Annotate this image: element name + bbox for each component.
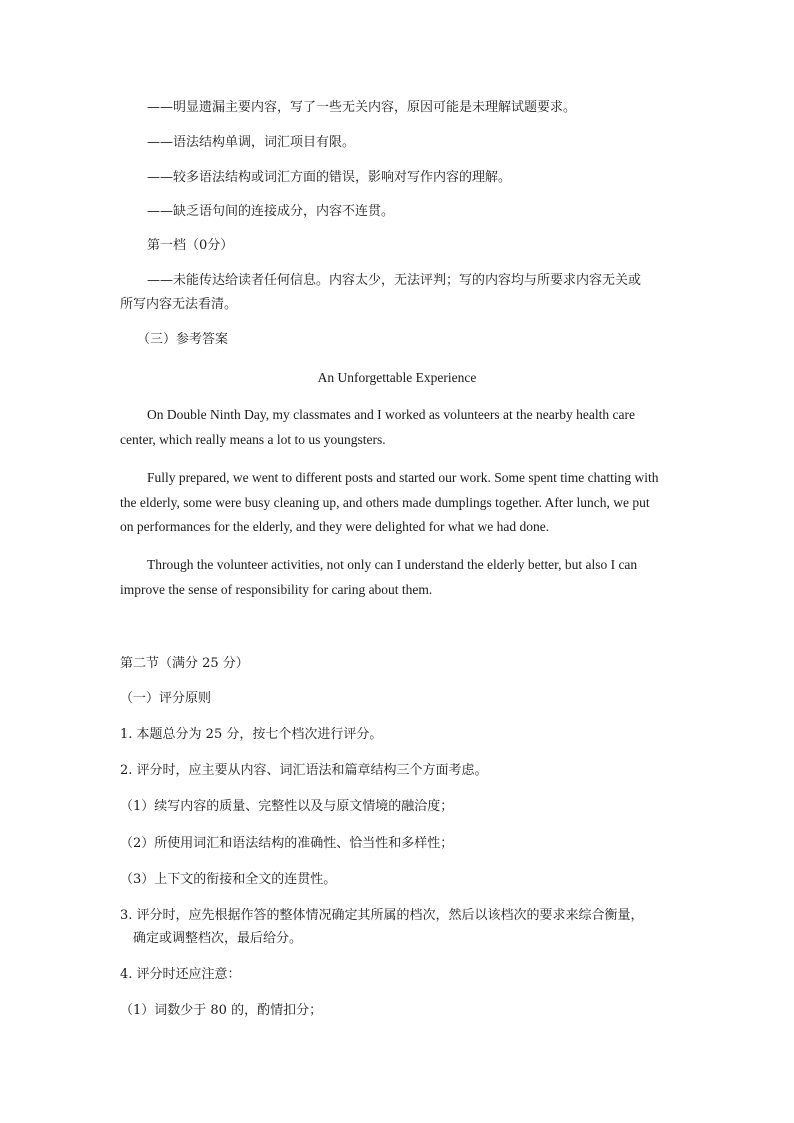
criteria-line-2: ——语法结构单调，词汇项目有限。	[147, 135, 356, 150]
essay-p3-line-2: improve the sense of responsibility for caring about them.	[120, 582, 433, 597]
section-2-heading: 第二节（满分 25 分）	[120, 656, 249, 671]
rule-item-4-a: （1）词数少于 80 的，酌情扣分；	[120, 1003, 323, 1018]
rule-item-2: 2. 评分时，应主要从内容、词汇语法和篇章结构三个方面考虑。	[120, 763, 488, 778]
rule-item-4: 4. 评分时还应注意：	[120, 967, 241, 982]
rule-item-2-a: （1）续写内容的质量、完整性以及与原文情境的融洽度；	[120, 799, 454, 814]
criteria-line-3: ——较多语法结构或词汇方面的错误，影响对写作内容的理解。	[147, 170, 512, 185]
rule-item-1: 1. 本题总分为 25 分，按七个档次进行评分。	[120, 727, 383, 742]
rule-item-2-b: （2）所使用词汇和语法结构的准确性、恰当性和多样性；	[120, 836, 454, 851]
essay-p2-line-1: Fully prepared, we went to different posts and started our work. Some spent time chatting with	[147, 470, 659, 485]
rule-item-2-c: （3）上下文的衔接和全文的连贯性。	[120, 872, 337, 887]
criteria-line-4: ——缺乏语句间的连接成分，内容不连贯。	[147, 204, 395, 219]
essay-p1-line-2: center, which really means a lot to us youngsters.	[120, 432, 386, 447]
grade-1-line-1: ——未能传达给读者任何信息。内容太少，无法评判；写的内容均与所要求内容无关或	[147, 273, 642, 288]
essay-p2-line-3: on performances for the elderly, and they were delighted for what we had done.	[120, 519, 550, 534]
essay-p1-line-1: On Double Ninth Day, my classmates and I worked as volunteers at the nearby health care	[147, 407, 635, 422]
essay-p3-line-1: Through the volunteer activities, not only can I understand the elderly better, but also I can	[147, 557, 638, 572]
rule-item-3-line-2: 确定或调整档次，最后给分。	[133, 931, 303, 946]
essay-p2-line-2: the elderly, some were busy cleaning up, and others made dumplings together. After lunch, we put	[120, 495, 650, 510]
answer-heading: （三）参考答案	[137, 332, 229, 347]
rule-item-3-line-1: 3. 评分时，应先根据作答的整体情况确定其所属的档次，然后以该档次的要求来综合衡量，	[120, 908, 644, 923]
scoring-principles-heading: （一）评分原则	[120, 691, 212, 706]
grade-1-heading: 第一档（0分）	[147, 238, 234, 253]
essay-title: An Unforgettable Experience	[317, 370, 477, 385]
criteria-line-1: ——明显遗漏主要内容，写了一些无关内容，原因可能是未理解试题要求。	[147, 100, 577, 115]
grade-1-line-2: 所写内容无法看清。	[120, 297, 238, 312]
